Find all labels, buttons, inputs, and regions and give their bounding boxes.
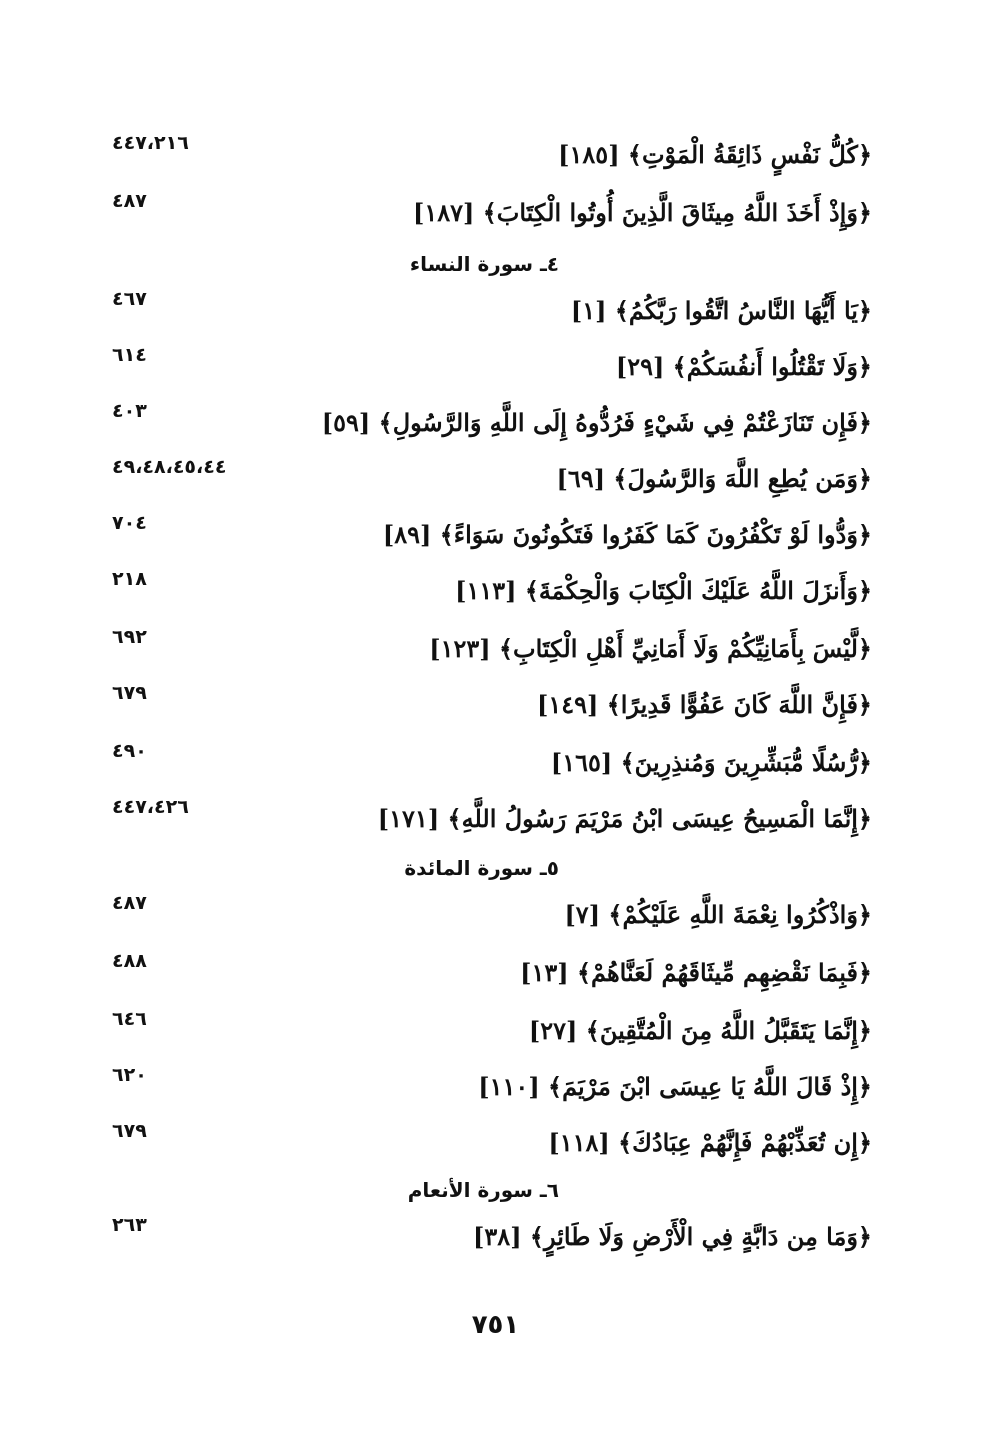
index-entry	[112, 892, 872, 948]
verse-text: ﴿يَا أَيُّهَا النَّاسُ اتَّقُوا رَبَّكُمُ﴾ [١]	[570, 296, 872, 325]
surah-heading: ٦ـ سورة الأنعام	[407, 1178, 559, 1202]
verse-text: ﴿رُّسُلًا مُّبَشِّرِينَ وَمُنذِرِينَ﴾ [١٦٥]	[550, 748, 872, 777]
index-entry	[112, 740, 872, 796]
index-entry	[112, 456, 872, 512]
verse-text: ﴿فَإِنَّ اللَّهَ كَانَ عَفُوًّا قَدِيرًا﴾ [١٤٩]	[536, 690, 872, 719]
index-entry	[112, 682, 872, 738]
verse-text: ﴿إِنَّمَا الْمَسِيحُ عِيسَى ابْنُ مَرْيَمَ رَسُولُ اللَّهِ﴾ [١٧١]	[377, 804, 872, 833]
page-references: ٤٤٧،٤٢٦	[112, 796, 189, 818]
index-entry	[112, 132, 872, 188]
verse-text: ﴿إِن تُعَذِّبْهُمْ فَإِنَّهُمْ عِبَادُكَ﴾ [١١٨]	[548, 1128, 872, 1157]
page-references: ٢٦٣	[112, 1214, 147, 1236]
page-references: ٤٨٧	[112, 190, 147, 212]
verse-text: ﴿فَإِن تَنَازَعْتُمْ فِي شَيْءٍ فَرُدُّوهُ إِلَى اللَّهِ وَالرَّسُولِ﴾ [٥٩]	[321, 408, 872, 437]
page-number: ٧٥١	[471, 1310, 520, 1340]
page-references: ٦٧٩	[112, 1120, 147, 1142]
verse-text: ﴿وَمَن يُطِعِ اللَّهَ وَالرَّسُولَ﴾ [٦٩]	[556, 464, 872, 493]
verse-text: ﴿وَلَا تَقْتُلُوا أَنفُسَكُمْ﴾ [٢٩]	[615, 352, 872, 381]
index-entry	[112, 288, 872, 344]
verse-text: ﴿وَإِذْ أَخَذَ اللَّهُ مِيثَاقَ الَّذِينَ أُوتُوا الْكِتَابَ﴾ [١٨٧]	[412, 198, 872, 227]
page-references: ٤٩٠	[112, 740, 147, 762]
verse-text: ﴿كُلُّ نَفْسٍ ذَائِقَةُ الْمَوْتِ﴾ [١٨٥]	[558, 140, 872, 169]
verse-text: ﴿إِنَّمَا يَتَقَبَّلُ اللَّهُ مِنَ الْمُتَّقِينَ﴾ [٢٧]	[528, 1016, 872, 1045]
verse-text: ﴿وَأَنزَلَ اللَّهُ عَلَيْكَ الْكِتَابَ وَالْحِكْمَةَ﴾ [١١٣]	[455, 576, 872, 605]
verse-text: ﴿لَّيْسَ بِأَمَانِيِّكُمْ وَلَا أَمَانِيِّ أَهْلِ الْكِتَابِ﴾ [١٢٣]	[429, 634, 872, 663]
verse-text: ﴿وَاذْكُرُوا نِعْمَةَ اللَّهِ عَلَيْكُمْ﴾ [٧]	[564, 900, 872, 929]
index-entry	[112, 950, 872, 1006]
index-entry	[112, 190, 872, 246]
surah-heading: ٥ـ سورة المائدة	[404, 856, 559, 880]
index-entry	[112, 1214, 872, 1270]
page-references: ٦٧٩	[112, 682, 147, 704]
page-references: ٤٨٨	[112, 950, 147, 972]
verse-text: ﴿وَمَا مِن دَابَّةٍ فِي الْأَرْضِ وَلَا طَائِرٍ﴾ [٣٨]	[473, 1222, 872, 1251]
index-entry	[112, 1064, 872, 1120]
index-entry	[112, 344, 872, 400]
surah-heading: ٤ـ سورة النساء	[409, 252, 559, 276]
page-references: ٢١٨	[112, 568, 147, 590]
page-references: ٤٩،٤٨،٤٥،٤٤	[112, 456, 227, 478]
verse-text: ﴿فَبِمَا نَقْضِهِم مِّيثَاقَهُمْ لَعَنَّاهُمْ﴾ [١٣]	[520, 958, 872, 987]
verse-text: ﴿إِذْ قَالَ اللَّهُ يَا عِيسَى ابْنَ مَرْيَمَ﴾ [١١٠]	[478, 1072, 872, 1101]
page-references: ٦٢٠	[112, 1064, 147, 1086]
page-references: ٤٦٧	[112, 288, 147, 310]
page-references: ٤٠٣	[112, 400, 147, 422]
page-references: ٤٨٧	[112, 892, 147, 914]
page-references: ٤٤٧،٢١٦	[112, 132, 189, 154]
page-references: ٧٠٤	[112, 512, 147, 534]
index-entry	[112, 512, 872, 568]
index-entry	[112, 568, 872, 624]
index-entry	[112, 626, 872, 682]
page-references: ٦٤٦	[112, 1008, 147, 1030]
index-entry	[112, 1120, 872, 1176]
page-references: ٦٩٢	[112, 626, 147, 648]
page-references: ٦١٤	[112, 344, 147, 366]
index-entry	[112, 400, 872, 456]
index-entry	[112, 796, 872, 852]
index-entry	[112, 1008, 872, 1064]
verse-text: ﴿وَدُّوا لَوْ تَكْفُرُونَ كَمَا كَفَرُوا فَتَكُونُونَ سَوَاءً﴾ [٨٩]	[382, 520, 872, 549]
